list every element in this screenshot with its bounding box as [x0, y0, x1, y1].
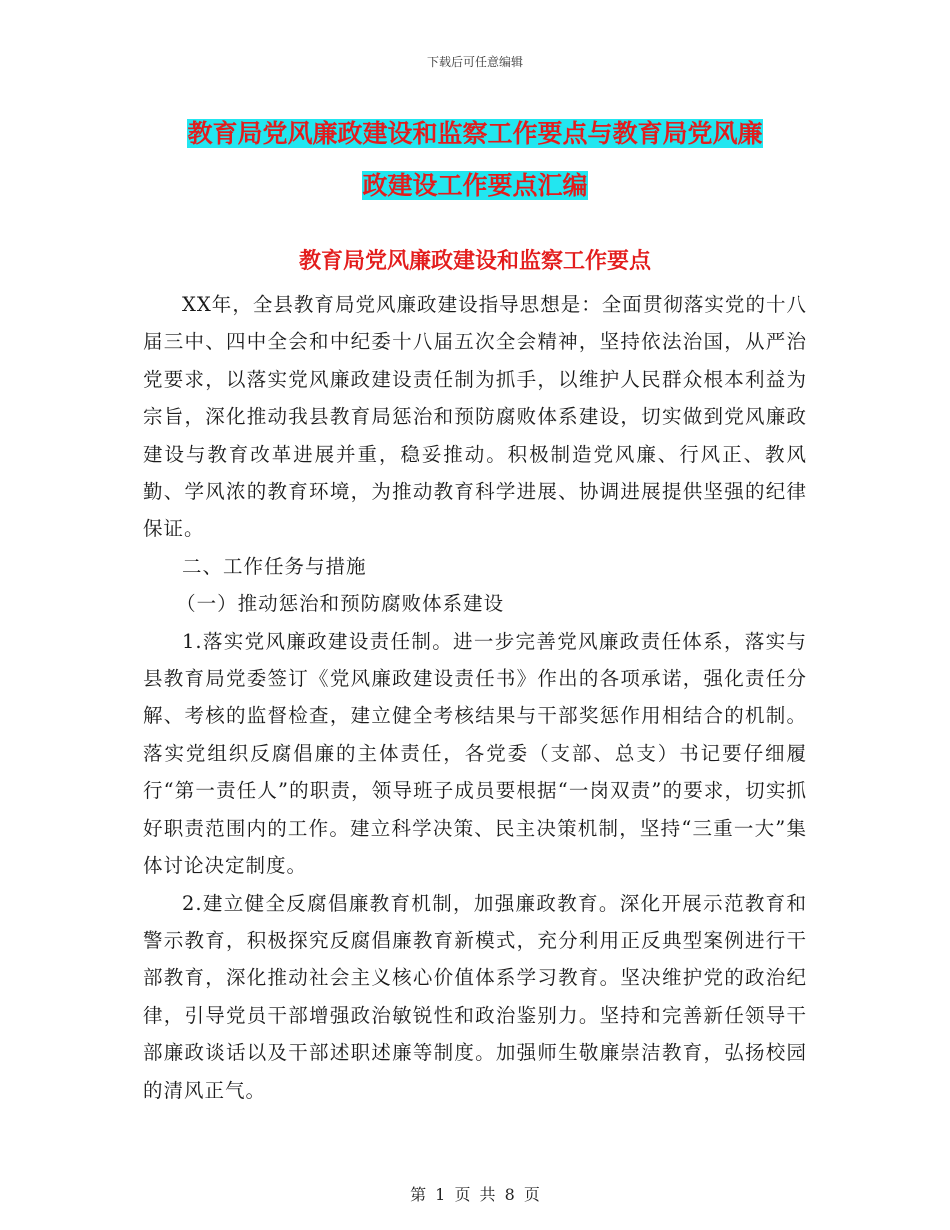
- heading-anti-corruption-system: （一）推动惩治和预防腐败体系建设: [176, 592, 505, 616]
- document-title-line-2: 政建设工作要点汇编: [362, 171, 588, 200]
- page-number-footer: 第 1 页 共 8 页: [410, 1185, 540, 1204]
- document-body: [143, 286, 807, 1109]
- document-title-line-1: 教育局党风廉政建设和监察工作要点与教育局党风廉: [187, 119, 763, 148]
- paragraph-item-1: 1.落实党风廉政建设责任制。进一步完善党风廉政责任体系，落实与县教育局党委签订《党风廉政建设责任书》作出的各项承诺，强化责任分解、考核的监督检查，建立健全考核结果与干部奖惩作用相结合的机制。落实党组织反腐倡廉的主体责任，各党委（支部、总支）书记要仔细履行“第一责任人”的职责，领导班子成员要根据“一岗双责”的要求，切实抓好职责范围内的工作。建立科学决策、民主决策机制，坚持“三重一大”集体讨论决定制度。: [143, 629, 807, 878]
- paragraph-item-2: 2.建立健全反腐倡廉教育机制，加强廉政教育。深化开展示范教育和警示教育，积极探究反腐倡廉教育新模式，充分利用正反典型案例进行干部教育，深化推动社会主义核心价值体系学习教育。坚决维护党的政治纪律，引导党员干部增强政治敏锐性和政治鉴别力。坚持和完善新任领导干部廉政谈话以及干部述职述廉等制度。加强师生敬廉崇洁教育，弘扬校园的清风正气。: [143, 891, 807, 1102]
- document-title: [145, 108, 805, 212]
- page-header-note: 下载后可任意编辑: [426, 55, 523, 69]
- heading-tasks-and-measures: 二、工作任务与措施: [182, 554, 367, 578]
- section-title: 教育局党风廉政建设和监察工作要点: [298, 248, 651, 274]
- paragraph-guiding-ideology: XX年，全县教育局党风廉政建设指导思想是：全面贯彻落实党的十八届三中、四中全会和中纪委十八届五次全会精神，坚持依法治国，从严治党要求，以落实党风廉政建设责任制为抓手，以维护人民群众根本利益为宗旨，深化推动我县教育局惩治和预防腐败体系建设，切实做到党风廉政建设与教育改革进展并重，稳妥推动。积极制造党风廉、行风正、教风勤、学风浓的教育环境，为推动教育科学进展、协调进展提供坚强的纪律保证。: [143, 293, 807, 541]
